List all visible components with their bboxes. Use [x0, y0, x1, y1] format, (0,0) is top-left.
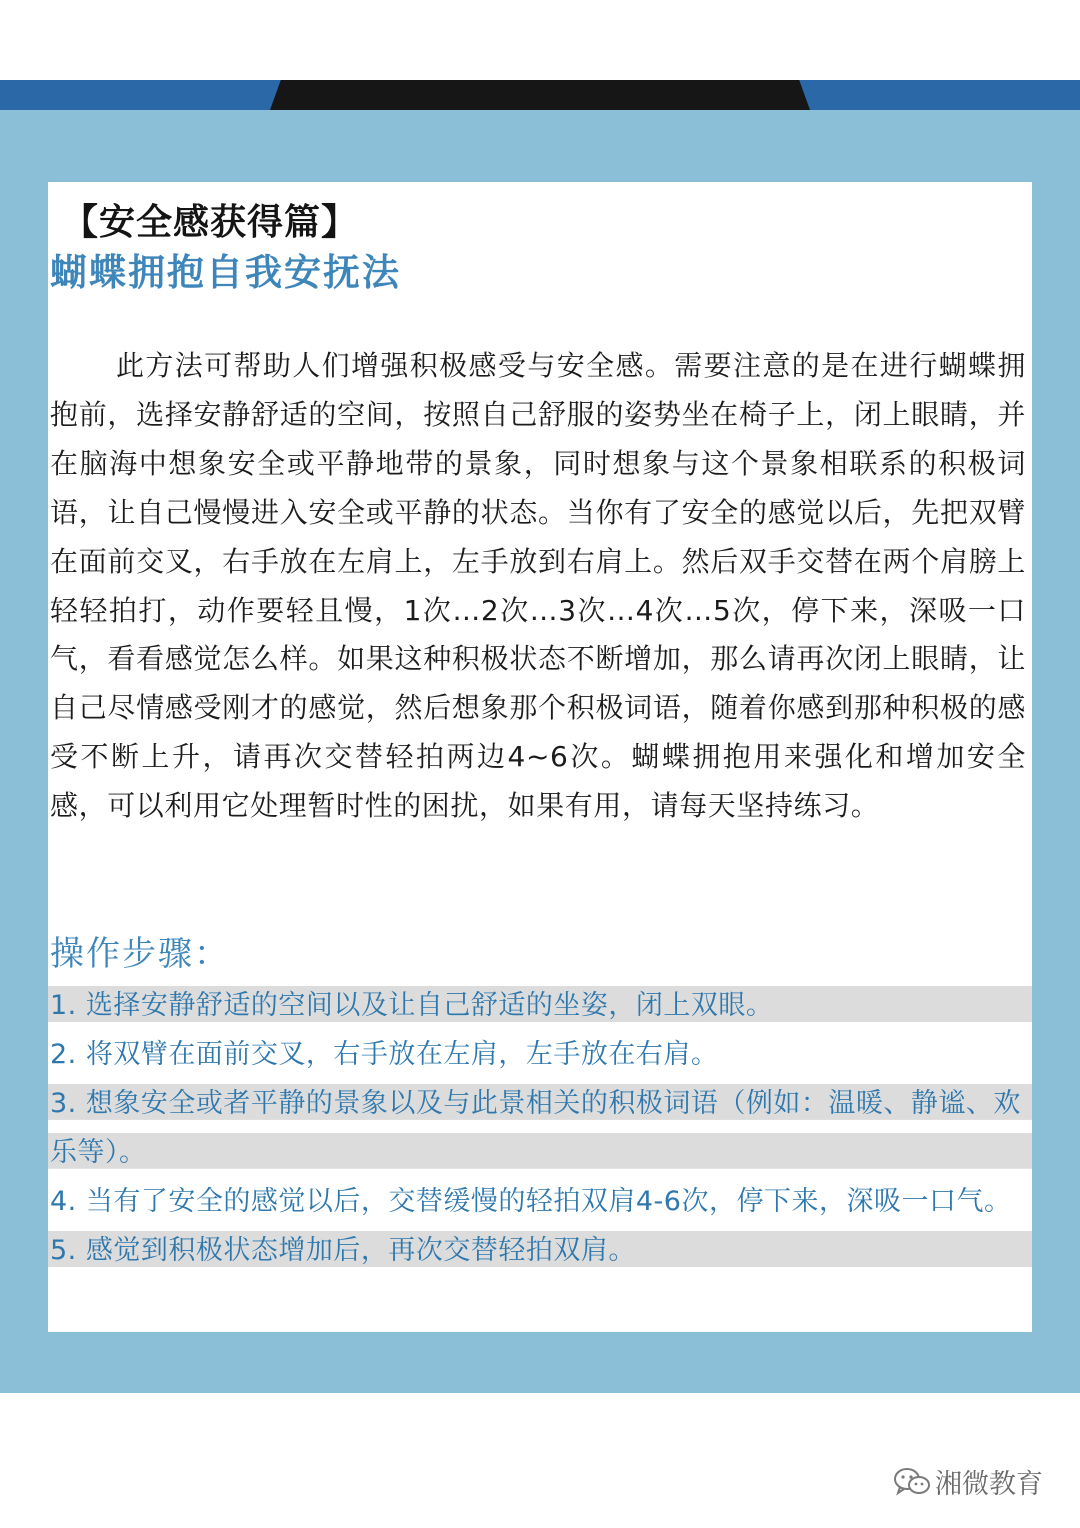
step-item-2: 2. 将双臂在面前交叉，右手放在左肩，左手放在右肩。	[50, 1038, 719, 1070]
step-item-4: 4. 当有了安全的感觉以后，交替缓慢的轻拍双肩4-6次，停下来，深吸一口气。	[50, 1185, 1012, 1217]
section-tag: 【安全感获得篇】	[62, 202, 359, 243]
steps-list	[48, 982, 1032, 1275]
top-banner-tab	[270, 80, 810, 110]
step-item-1: 1. 选择安静舒适的空间以及让自己舒适的坐姿，闭上双眼。	[48, 982, 1032, 1031]
watermark-text: 湘微教育	[935, 1469, 1043, 1500]
watermark	[893, 1462, 1043, 1501]
step-item-5: 5. 感觉到积极状态增加后，再次交替轻拍双肩。	[48, 1227, 1032, 1276]
steps-heading: 操作步骤：	[50, 934, 230, 974]
step-item-3: 3. 想象安全或者平静的景象以及与此景相关的积极词语（例如：温暖、静谧、欢乐等）。	[48, 1080, 1032, 1178]
wechat-icon	[893, 1467, 931, 1497]
content-panel	[48, 182, 1032, 1332]
article-title: 蝴蝶拥抱自我安抚法	[50, 251, 401, 294]
intro-paragraph: 此方法可帮助人们增强积极感受与安全感。需要注意的是在进行蝴蝶拥抱前，选择安静舒适的空间，按照自己舒服的姿势坐在椅子上，闭上眼睛，并在脑海中想象安全或平静地带的景象，同时想象与这个景象相联系的积极词语，让自己慢慢进入安全或平静的状态。当你有了安全的感觉以后，先把双臂在面前交叉，右手放在左肩上，左手放到右肩上。然后双手交替在两个肩膀上轻轻拍打，动作要轻且慢，1次…2次…3次…4次…5次，停下来，深吸一口气，看看感觉怎么样。如果这种积极状态不断增加，那么请再次闭上眼睛，让自己尽情感受刚才的感觉，然后想象那个积极词语，随着你感到那种积极的感受不断上升，请再次交替轻拍两边4~6次。蝴蝶拥抱用来强化和增加安全感，可以利用它处理暂时性的困扰，如果有用，请每天坚持练习。	[50, 349, 1026, 823]
